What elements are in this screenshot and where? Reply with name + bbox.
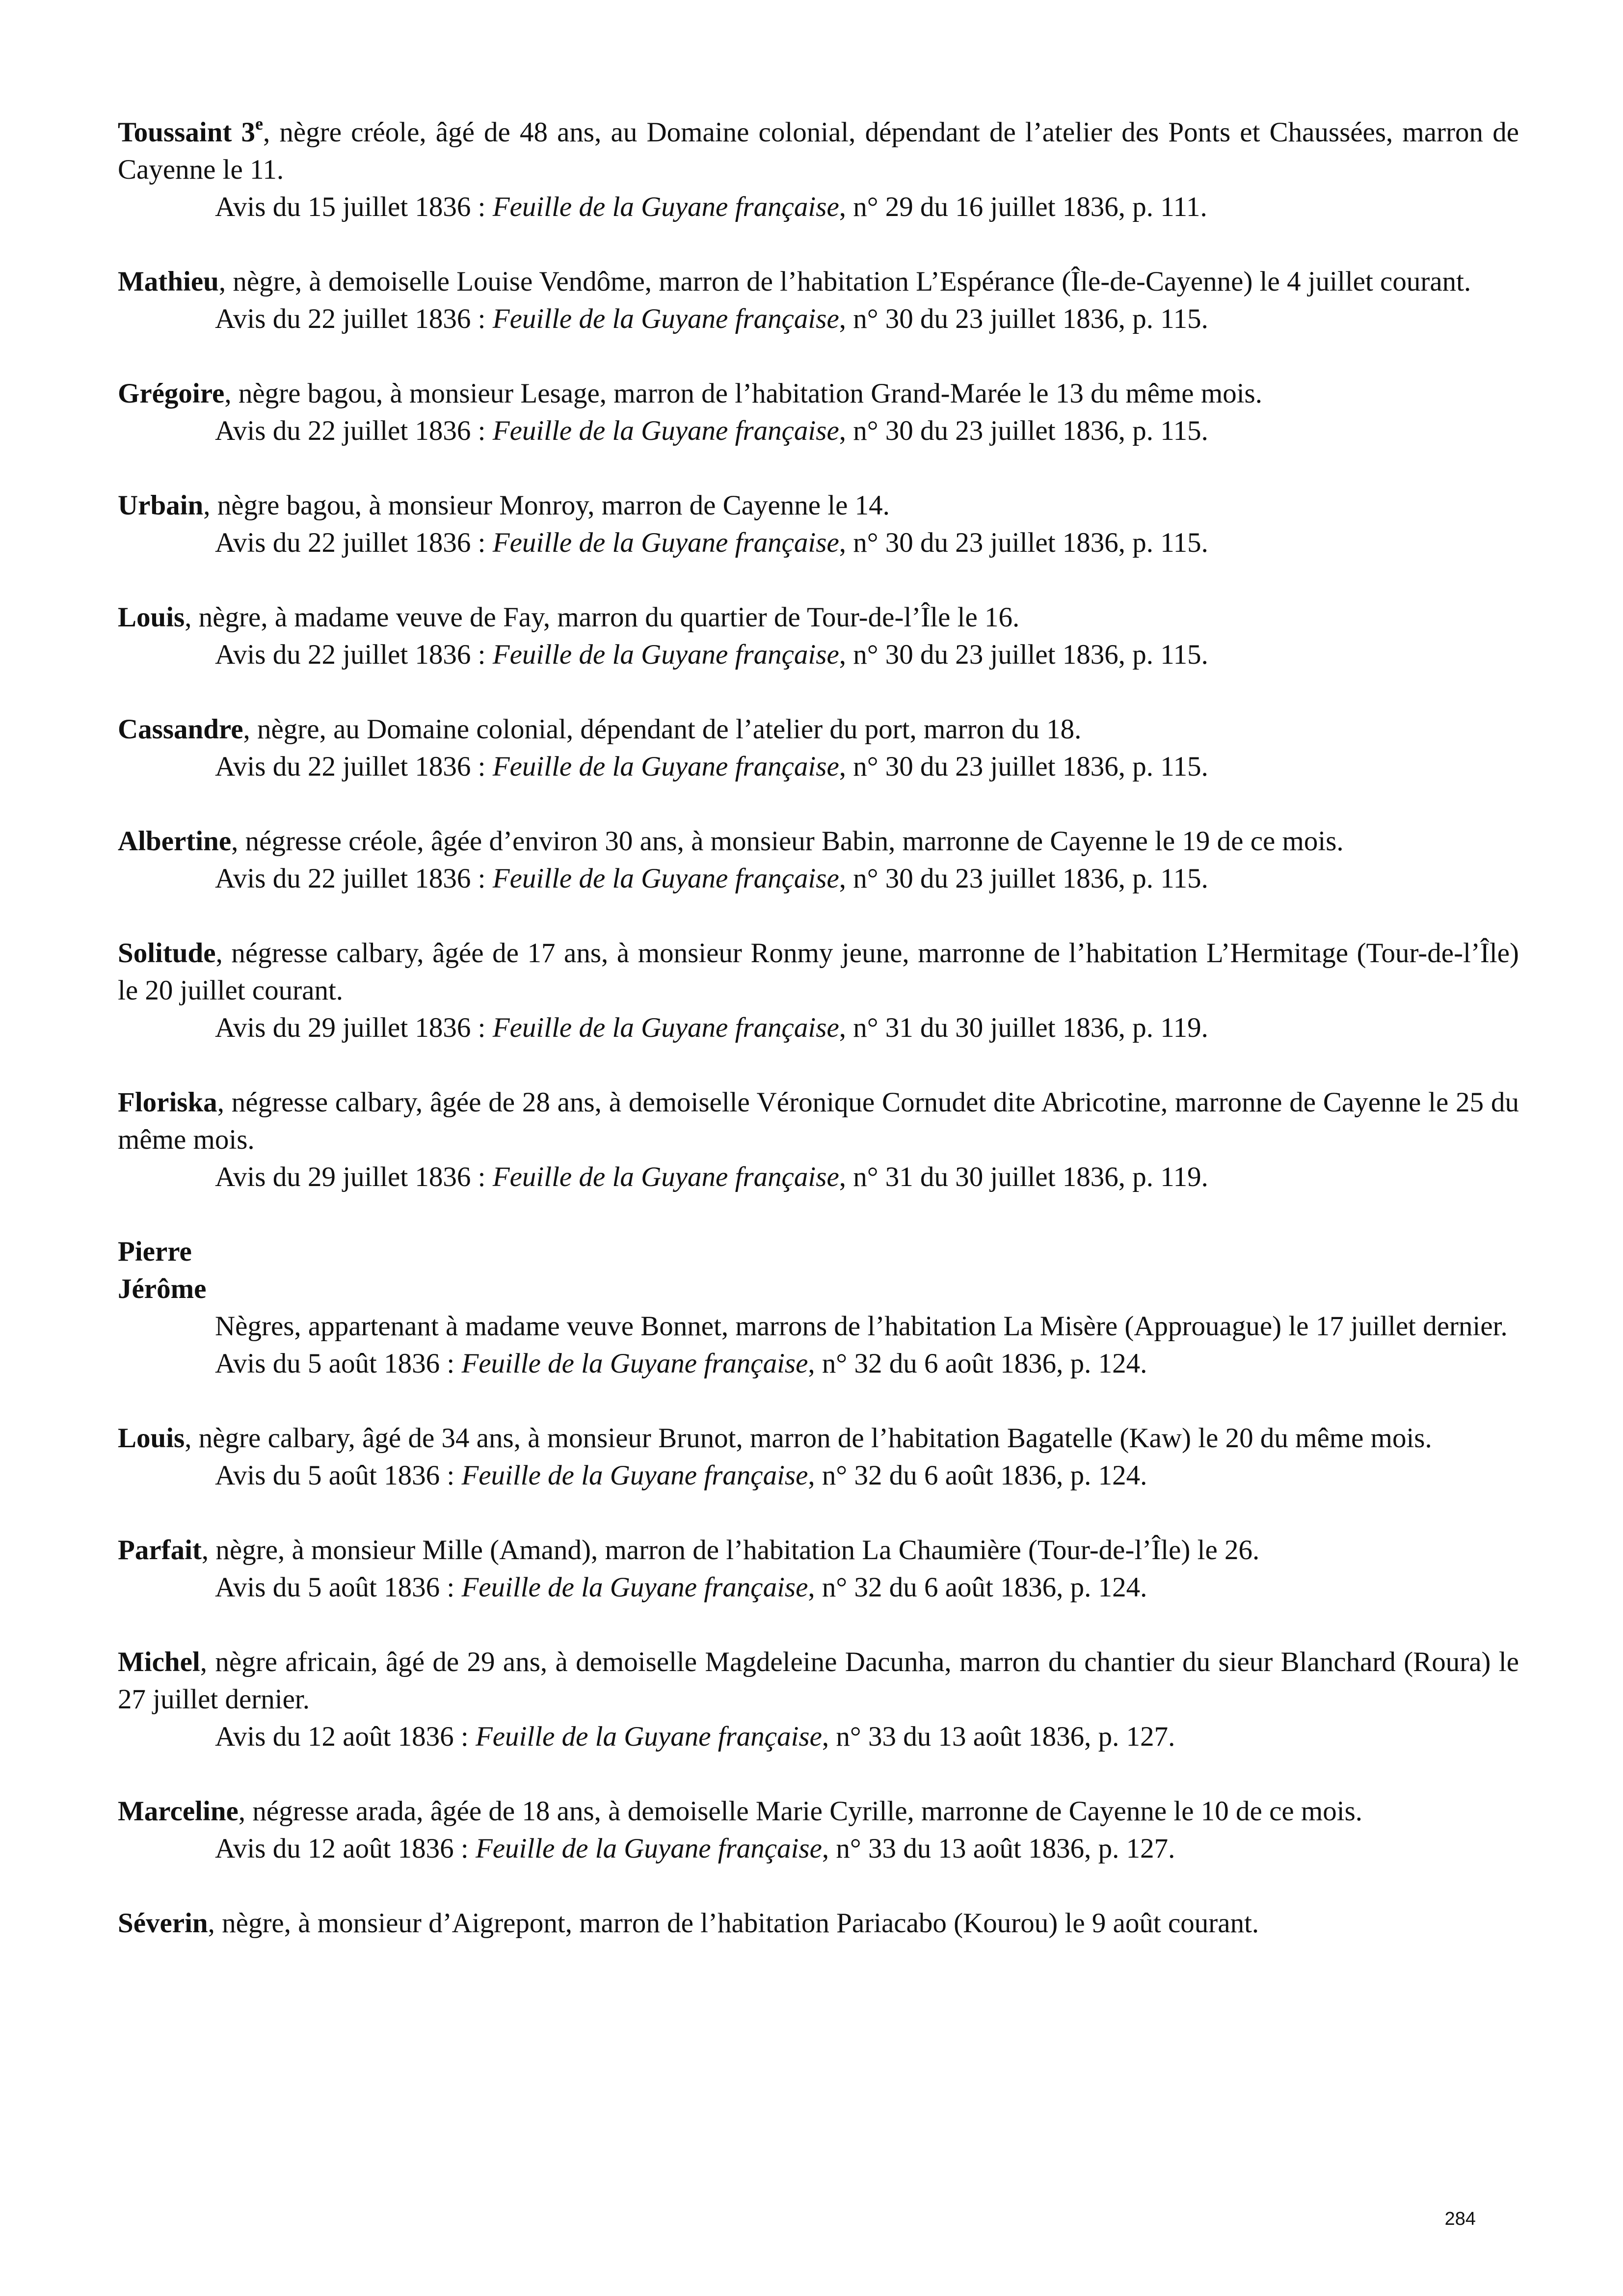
runaway-entry bbox=[118, 823, 1519, 897]
page-number: 284 bbox=[1444, 2209, 1476, 2229]
source-title: Feuille de la Guyane française bbox=[492, 303, 839, 334]
entry-name: Floriska bbox=[118, 1087, 217, 1118]
entry-notice: Avis du 22 juillet 1836 : Feuille de la Guyane française, n° 30 du 23 juillet 1836, p. 115. bbox=[215, 527, 1208, 558]
source-title: Feuille de la Guyane française bbox=[475, 1721, 822, 1752]
runaway-entry bbox=[118, 114, 1519, 226]
entry-name: Toussaint 3e bbox=[118, 114, 264, 148]
runaway-entry bbox=[118, 1420, 1519, 1494]
entry-name: Parfait bbox=[118, 1535, 202, 1566]
entry-name: Urbain bbox=[118, 490, 204, 521]
runaway-entry bbox=[118, 1084, 1519, 1196]
document-page bbox=[118, 114, 1519, 1979]
runaway-entry bbox=[118, 1532, 1519, 1606]
entry-description: Mathieu, nègre, à demoiselle Louise Vendôme, marron de l’habitation L’Espérance (Île-de-Cayenne) le 4 juillet courant. bbox=[118, 266, 1471, 297]
entry-notice: Avis du 22 juillet 1836 : Feuille de la Guyane française, n° 30 du 23 juillet 1836, p. 115. bbox=[215, 863, 1208, 894]
entry-name: Pierre bbox=[118, 1236, 192, 1267]
source-title: Feuille de la Guyane française bbox=[492, 863, 839, 894]
runaway-entry bbox=[118, 935, 1519, 1047]
runaway-entry bbox=[118, 263, 1519, 338]
entry-description: Floriska, négresse calbary, âgée de 28 ans, à demoiselle Véronique Cornudet dite Abricotine, marronne de Cayenne le 25 du même mois. bbox=[118, 1087, 1519, 1155]
entry-description: Parfait, nègre, à monsieur Mille (Amand), marron de l’habitation La Chaumière (Tour-de-l’Île) le 26. bbox=[118, 1535, 1260, 1566]
entry-notice: Avis du 5 août 1836 : Feuille de la Guyane française, n° 32 du 6 août 1836, p. 124. bbox=[215, 1460, 1147, 1491]
runaway-entry bbox=[118, 487, 1519, 562]
entry-notice: Avis du 15 juillet 1836 : Feuille de la Guyane française, n° 29 du 16 juillet 1836, p. 111. bbox=[215, 191, 1207, 222]
source-title: Feuille de la Guyane française bbox=[461, 1460, 808, 1491]
entry-name: Cassandre bbox=[118, 714, 243, 745]
source-title: Feuille de la Guyane française bbox=[492, 527, 839, 558]
entry-description: Toussaint 3e, nègre créole, âgé de 48 ans, au Domaine colonial, dépendant de l’atelier des Ponts et Chaussées, marron de Cayenne le 11. bbox=[118, 114, 1519, 185]
runaway-entry bbox=[118, 599, 1519, 674]
source-title: Feuille de la Guyane française bbox=[492, 191, 839, 222]
source-title: Feuille de la Guyane française bbox=[492, 415, 839, 446]
entry-notice: Avis du 22 juillet 1836 : Feuille de la Guyane française, n° 30 du 23 juillet 1836, p. 115. bbox=[215, 415, 1208, 446]
entry-notice: Avis du 22 juillet 1836 : Feuille de la Guyane française, n° 30 du 23 juillet 1836, p. 115. bbox=[215, 303, 1208, 334]
source-title: Feuille de la Guyane française bbox=[492, 1162, 839, 1192]
entry-description: Louis, nègre, à madame veuve de Fay, marron du quartier de Tour-de-l’Île le 16. bbox=[118, 602, 1020, 633]
entry-description: Urbain, nègre bagou, à monsieur Monroy, marron de Cayenne le 14. bbox=[118, 490, 890, 521]
entry-description: Louis, nègre calbary, âgé de 34 ans, à monsieur Brunot, marron de l’habitation Bagatelle (Kaw) le 20 du même mois. bbox=[118, 1423, 1432, 1454]
entry-name: Louis bbox=[118, 602, 185, 633]
entry-notice: Avis du 22 juillet 1836 : Feuille de la Guyane française, n° 30 du 23 juillet 1836, p. 115. bbox=[215, 751, 1208, 782]
entry-notice: Avis du 12 août 1836 : Feuille de la Guyane française, n° 33 du 13 août 1836, p. 127. bbox=[215, 1721, 1175, 1752]
entry-description: Albertine, négresse créole, âgée d’environ 30 ans, à monsieur Babin, marronne de Cayenne le 19 de ce mois. bbox=[118, 826, 1344, 857]
entry-description: Grégoire, nègre bagou, à monsieur Lesage, marron de l’habitation Grand-Marée le 13 du même mois. bbox=[118, 378, 1262, 409]
runaway-entry bbox=[118, 375, 1519, 450]
entry-notice: Avis du 22 juillet 1836 : Feuille de la Guyane française, n° 30 du 23 juillet 1836, p. 115. bbox=[215, 639, 1208, 670]
source-title: Feuille de la Guyane française bbox=[475, 1833, 822, 1864]
entry-notice: Avis du 5 août 1836 : Feuille de la Guyane française, n° 32 du 6 août 1836, p. 124. bbox=[215, 1572, 1147, 1603]
runaway-entry bbox=[118, 1644, 1519, 1756]
entry-name: Solitude bbox=[118, 938, 216, 969]
runaway-entry bbox=[118, 711, 1519, 785]
entry-notice: Avis du 29 juillet 1836 : Feuille de la Guyane française, n° 31 du 30 juillet 1836, p. 119. bbox=[215, 1012, 1208, 1043]
entry-name: Séverin bbox=[118, 1908, 208, 1939]
runaway-entry bbox=[118, 1905, 1519, 1942]
source-title: Feuille de la Guyane française bbox=[461, 1572, 808, 1603]
entry-name: Marceline bbox=[118, 1796, 239, 1827]
runaway-entry bbox=[118, 1793, 1519, 1867]
entry-description: Nègres, appartenant à madame veuve Bonnet, marrons de l’habitation La Misère (Approuague) le 17 juillet dernier. bbox=[215, 1311, 1508, 1342]
source-title: Feuille de la Guyane française bbox=[492, 639, 839, 670]
name-superscript: e bbox=[255, 114, 264, 134]
entry-name: Louis bbox=[118, 1423, 185, 1454]
entry-notice: Avis du 29 juillet 1836 : Feuille de la Guyane française, n° 31 du 30 juillet 1836, p. 119. bbox=[215, 1162, 1208, 1192]
entry-description: Solitude, négresse calbary, âgée de 17 ans, à monsieur Ronmy jeune, marronne de l’habitation L’Hermitage (Tour-de-l’Île) le 20 juillet courant. bbox=[118, 938, 1519, 1006]
entry-notice: Avis du 12 août 1836 : Feuille de la Guyane française, n° 33 du 13 août 1836, p. 127. bbox=[215, 1833, 1175, 1864]
entry-name: Jérôme bbox=[118, 1273, 207, 1304]
entry-description: Séverin, nègre, à monsieur d’Aigrepont, marron de l’habitation Pariacabo (Kourou) le 9 août courant. bbox=[118, 1908, 1259, 1939]
entry-name: Michel bbox=[118, 1647, 200, 1677]
source-title: Feuille de la Guyane française bbox=[461, 1348, 808, 1379]
source-title: Feuille de la Guyane française bbox=[492, 1012, 839, 1043]
entry-description: Marceline, négresse arada, âgée de 18 ans, à demoiselle Marie Cyrille, marronne de Cayenne le 10 de ce mois. bbox=[118, 1796, 1363, 1827]
entry-name: Mathieu bbox=[118, 266, 219, 297]
entry-description: Cassandre, nègre, au Domaine colonial, dépendant de l’atelier du port, marron du 18. bbox=[118, 714, 1082, 745]
entry-name: Grégoire bbox=[118, 378, 225, 409]
entry-name: Albertine bbox=[118, 826, 232, 857]
runaway-group-entry bbox=[118, 1233, 1519, 1382]
entry-description: Michel, nègre africain, âgé de 29 ans, à demoiselle Magdeleine Dacunha, marron du chantier du sieur Blanchard (Roura) le 27 juillet dernier. bbox=[118, 1647, 1519, 1715]
entry-notice: Avis du 5 août 1836 : Feuille de la Guyane française, n° 32 du 6 août 1836, p. 124. bbox=[215, 1348, 1147, 1379]
source-title: Feuille de la Guyane française bbox=[492, 751, 839, 782]
